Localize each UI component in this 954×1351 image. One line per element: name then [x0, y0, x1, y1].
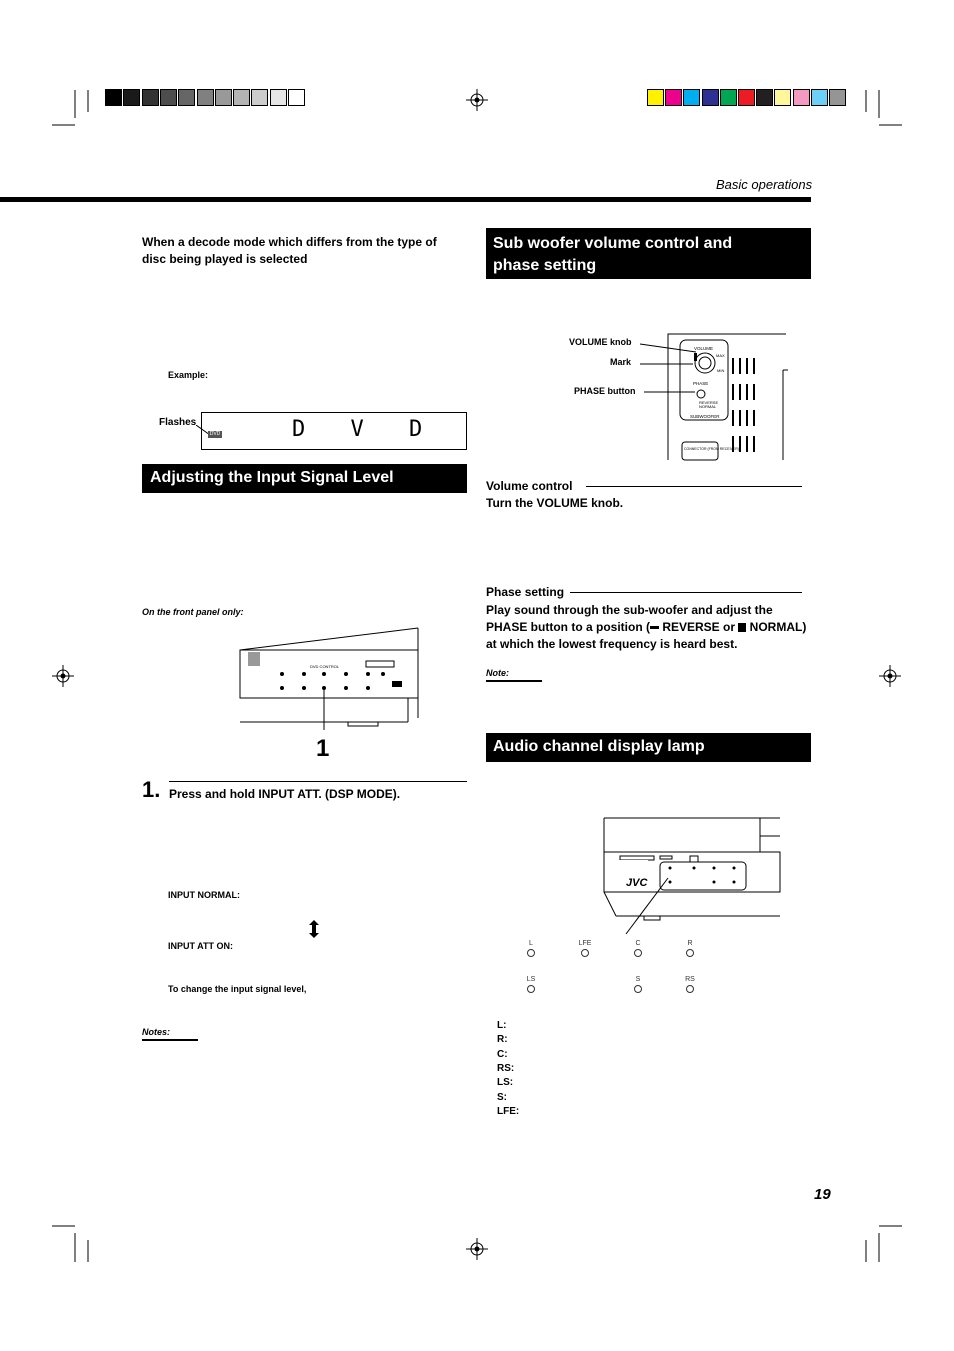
- change-level-label: To change the input signal level,: [168, 984, 307, 994]
- lamp-label-s: S: [635, 976, 641, 983]
- channel-code-s: S:: [497, 1092, 507, 1103]
- lamp-r-icon: [686, 949, 694, 957]
- color-swatch: [829, 89, 846, 106]
- panel-subwoofer-text: SUBWOOFER: [690, 414, 720, 419]
- phase-setting-heading: Phase setting: [486, 585, 565, 599]
- callout-number: 1: [316, 735, 330, 762]
- gray-swatch: [197, 89, 214, 106]
- color-swatch: [774, 89, 791, 106]
- channel-code-c: C:: [497, 1049, 508, 1060]
- input-normal-label: INPUT NORMAL:: [168, 890, 240, 900]
- panel-max-text: MAX: [716, 353, 725, 358]
- input-att-on-label: INPUT ATT ON:: [168, 941, 233, 951]
- step-text: Press and hold INPUT ATT. (DSP MODE).: [169, 787, 401, 801]
- subwoofer-title-line2: phase setting: [493, 257, 597, 274]
- lamp-label-c: C: [635, 940, 641, 947]
- lamp-label-r: R: [687, 940, 693, 947]
- color-swatch: [793, 89, 810, 106]
- channel-code-rs: RS:: [497, 1063, 515, 1074]
- lamp-c-icon: [634, 949, 642, 957]
- phase-text-line3: at which the lowest frequency is heard best.: [486, 637, 738, 651]
- display-text: D V D: [292, 417, 439, 442]
- color-swatch: [720, 89, 737, 106]
- lamp-label-l: L: [529, 940, 533, 947]
- receiver-illustration: [598, 816, 784, 936]
- lamp-l-icon: [527, 949, 535, 957]
- color-swatch: [647, 89, 664, 106]
- color-swatch: [702, 89, 719, 106]
- input-level-title: Adjusting the Input Signal Level: [150, 469, 394, 486]
- phase-text-2b: REVERSE or: [658, 620, 739, 634]
- panel-min-text: MIN: [717, 368, 725, 373]
- gray-swatch: [123, 89, 140, 106]
- step-rule: [169, 781, 467, 782]
- volume-knob-label: VOLUME knob: [569, 337, 632, 347]
- notes-label: Notes:: [142, 1027, 171, 1037]
- flashes-label: Flashes: [159, 417, 197, 428]
- notes-rule: [142, 1039, 198, 1041]
- gray-swatch: [215, 89, 232, 106]
- phase-setting-text: [486, 602, 816, 653]
- color-swatch: [665, 89, 682, 106]
- gray-swatch: [160, 89, 177, 106]
- dvd-indicator-icon: DVD: [209, 431, 221, 437]
- phase-text-2a: PHASE button to a position (: [486, 620, 650, 634]
- example-label: Example:: [168, 370, 209, 380]
- color-swatch: [756, 89, 773, 106]
- lamp-s-icon: [634, 985, 642, 993]
- page-number: 19: [814, 1186, 831, 1203]
- input-level-section-header: [142, 464, 467, 493]
- panel-reverse-text: REVERSE: [699, 400, 719, 405]
- volume-control-rule: [586, 486, 802, 487]
- mark-label: Mark: [610, 357, 632, 367]
- channel-code-r: R:: [497, 1034, 508, 1045]
- panel-connector-text: CONNECTOR (FROM RECEIVER): [684, 447, 739, 451]
- front-panel-note: On the front panel only:: [142, 607, 244, 617]
- phase-setting-rule: [570, 592, 802, 593]
- note-rule: [486, 680, 542, 682]
- gray-swatch: [251, 89, 268, 106]
- panel-phase-text: PHASE: [693, 381, 709, 386]
- panel-normal-text: NORMAL: [699, 404, 717, 409]
- gray-swatch: [288, 89, 305, 106]
- lamp-ls-icon: [527, 985, 535, 993]
- channel-code-ls: LS:: [497, 1077, 514, 1088]
- display-window: [201, 412, 467, 450]
- gray-swatch: [105, 89, 122, 106]
- phase-text-line2: [486, 619, 816, 636]
- volume-control-text: Turn the VOLUME knob.: [486, 496, 624, 510]
- subwoofer-title-line1: Sub woofer volume control and: [493, 235, 733, 252]
- reverse-symbol-icon: [650, 626, 659, 629]
- header-rule: [0, 197, 811, 202]
- phase-text-2c: NORMAL): [746, 620, 807, 634]
- phase-button-label: PHASE button: [574, 386, 636, 396]
- subwoofer-panel-illustration: [636, 330, 792, 462]
- color-swatch: [683, 89, 700, 106]
- audio-lamp-title: Audio channel display lamp: [493, 738, 705, 755]
- lamp-rs-icon: [686, 985, 694, 993]
- jvc-logo: JVC: [626, 877, 648, 889]
- crosshair-icon: [879, 665, 901, 687]
- channel-code-lfe: LFE:: [497, 1106, 520, 1117]
- volume-control-heading: Volume control: [486, 479, 573, 493]
- front-panel-illustration: [238, 626, 420, 730]
- phase-text-line1: Play sound through the sub-woofer and adjust the: [486, 603, 773, 617]
- svg-text:DVD CONTROL: DVD CONTROL: [310, 664, 340, 669]
- lamp-label-lfe: LFE: [578, 940, 592, 947]
- decode-mode-heading: When a decode mode which differs from the type of disc being played is selected: [142, 235, 437, 266]
- step-number: 1.: [142, 777, 161, 802]
- lamp-label-ls: LS: [526, 976, 536, 983]
- crosshair-icon: [466, 1238, 488, 1260]
- lamp-label-rs: RS: [685, 976, 695, 983]
- updown-arrow-icon: [309, 920, 319, 938]
- channel-code-l: L:: [497, 1020, 507, 1031]
- gray-swatch: [233, 89, 250, 106]
- gray-swatch: [142, 89, 159, 106]
- subwoofer-section-header: [486, 228, 811, 279]
- note-label: Note:: [486, 668, 509, 678]
- section-title: Basic operations: [716, 177, 813, 192]
- crosshair-icon: [52, 665, 74, 687]
- color-swatch: [738, 89, 755, 106]
- crosshair-icon: [466, 89, 488, 111]
- color-swatch: [811, 89, 828, 106]
- panel-volume-text: VOLUME: [694, 346, 714, 351]
- audio-lamp-section-header: [486, 733, 811, 762]
- gray-swatch: [270, 89, 287, 106]
- lamp-lfe-icon: [581, 949, 589, 957]
- gray-swatch: [178, 89, 195, 106]
